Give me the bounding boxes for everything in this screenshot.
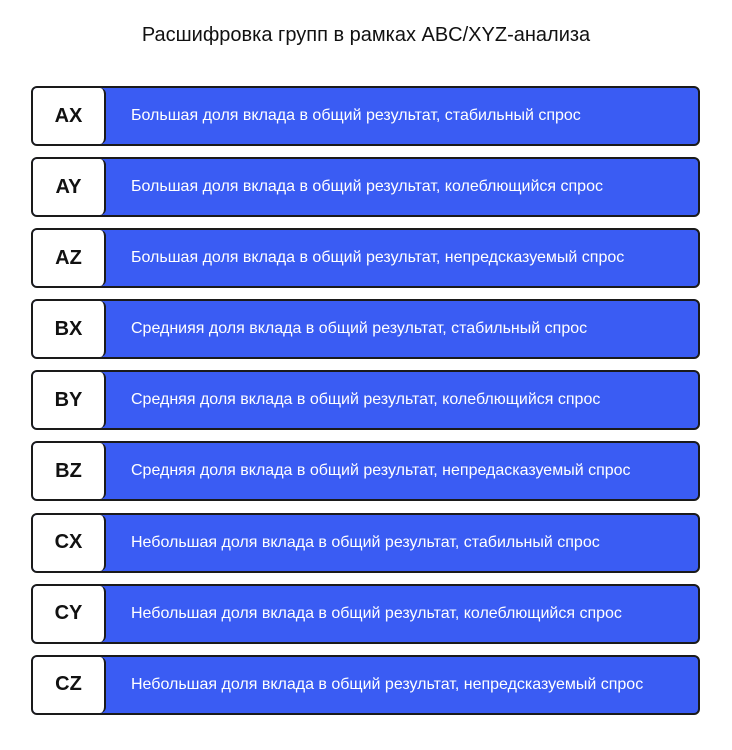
group-description: Небольшая доля вклада в общий результат, колеблющийся спрос	[131, 604, 622, 622]
group-code: CZ	[33, 657, 106, 713]
group-list	[31, 86, 700, 726]
group-row-ax	[31, 86, 700, 146]
group-description: Большая доля вклада в общий результат, стабильный спрос	[131, 107, 581, 124]
group-row-cz	[31, 655, 700, 715]
group-code: AY	[33, 159, 106, 215]
group-row-az	[31, 228, 700, 288]
diagram-title: Расшифровка групп в рамках ABC/XYZ-анализа	[141, 24, 591, 46]
group-code: BY	[33, 372, 106, 428]
group-row-bx	[31, 299, 700, 359]
group-description: Средняя доля вклада в общий результат, колеблющийся спрос	[131, 391, 601, 409]
group-description: Большая доля вклада в общий результат, непредсказуемый спрос	[131, 249, 625, 267]
group-code: BZ	[33, 443, 106, 499]
group-row-cy	[31, 584, 700, 644]
group-description: Небольшая доля вклада в общий результат, стабильный спрос	[131, 533, 600, 551]
group-code: CY	[33, 586, 106, 642]
group-row-by	[31, 370, 700, 430]
group-description: Средняя доля вклада в общий результат, непредасказуемый спрос	[131, 462, 631, 480]
group-description: Среднияя доля вклада в общий результат, стабильный спрос	[131, 320, 588, 338]
group-code: BX	[33, 301, 106, 357]
group-code: AZ	[33, 230, 106, 286]
group-row-cx	[31, 513, 700, 573]
group-description: Большая доля вклада в общий результат, колеблющийся спрос	[131, 178, 603, 196]
group-code: CX	[33, 515, 106, 571]
group-description: Небольшая доля вклада в общий результат, непредсказуемый спрос	[131, 675, 644, 693]
group-row-bz	[31, 441, 700, 501]
group-row-ay	[31, 157, 700, 217]
group-code: AX	[33, 88, 106, 144]
